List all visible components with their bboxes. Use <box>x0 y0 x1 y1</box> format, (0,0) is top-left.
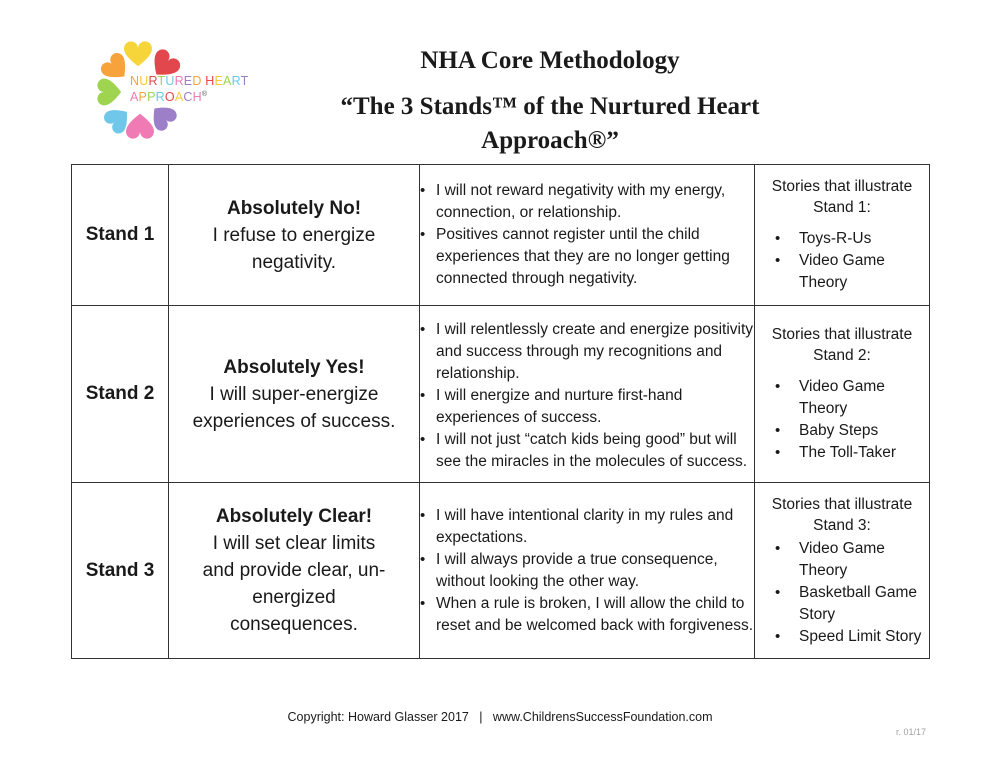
stand-stories <box>755 483 930 659</box>
stands-table <box>71 164 930 659</box>
table-row-stand-2 <box>72 306 930 483</box>
commitment-item: • I will have intentional clarity in my rules and expectations. <box>436 505 754 549</box>
story-item: • Baby Steps <box>799 420 929 442</box>
stand-summary-text: I refuse to energize negativity. <box>212 224 376 273</box>
stand-label: Stand 3 <box>72 483 169 659</box>
stories-title: Stories that illustrate Stand 2: <box>771 326 913 364</box>
stand-summary-text: I will super-energize experiences of success. <box>192 383 396 432</box>
table-row-stand-3 <box>72 483 930 659</box>
commitment-item: • When a rule is broken, I will allow the child to reset and be welcomed back with forgiveness. <box>436 593 754 637</box>
stand-summary-text: I will set clear limits and provide clear, un-energized consequences. <box>202 533 386 635</box>
commitment-item: • I will not just “catch kids being good” but will see the miracles in the molecules of success. <box>436 429 754 473</box>
stand-label: Stand 1 <box>72 165 169 306</box>
stand-label: Stand 2 <box>72 306 169 483</box>
stand-stories <box>755 165 930 306</box>
stand-headline: Absolutely No! <box>226 197 362 219</box>
stand-commitments <box>420 306 755 483</box>
stand-headline: Absolutely Clear! <box>215 506 373 527</box>
stand-summary <box>169 165 420 306</box>
title-block <box>270 44 830 158</box>
commitment-item: • I will energize and nurture first-hand experiences of success. <box>436 385 754 429</box>
commitment-item: • I will not reward negativity with my energy, connection, or relationship. <box>436 180 754 224</box>
stand-commitments <box>420 483 755 659</box>
stand-headline: Absolutely Yes! <box>223 356 365 378</box>
story-item: • Toys-R-Us <box>799 228 929 250</box>
stand-summary <box>169 306 420 483</box>
page-subtitle: “The 3 Stands™ of the Nurtured Heart Approach®” <box>340 93 760 154</box>
story-item: • The Toll-Taker <box>799 442 929 464</box>
logo-line-1: NURTURED HEART <box>130 74 249 88</box>
stand-commitments <box>420 165 755 306</box>
commitment-item: • I will relentlessly create and energize positivity and success through my recognitions and relationship. <box>436 319 754 385</box>
stand-summary <box>169 483 420 659</box>
story-item: • Video Game Theory <box>799 376 929 420</box>
stories-title: Stories that illustrate Stand 3: <box>771 495 913 534</box>
story-item: • Speed Limit Story <box>799 626 929 648</box>
page-title: NHA Core Methodology <box>420 47 680 74</box>
revision-label: r. 01/17 <box>895 727 926 737</box>
heart-yellow <box>124 41 152 66</box>
table-row-stand-1 <box>72 165 930 306</box>
story-item: • Video Game Theory <box>799 538 929 582</box>
copyright-footer: Copyright: Howard Glasser 2017 | www.ChildrensSuccessFoundation.com <box>287 710 713 724</box>
commitment-item: • Positives cannot register until the child experiences that they are no longer getting connected through negativity. <box>436 224 754 290</box>
stand-stories <box>755 306 930 483</box>
heart-pink <box>126 114 154 139</box>
logo-wordmark <box>130 74 248 104</box>
stories-title: Stories that illustrate Stand 1: <box>771 178 913 216</box>
heart-green <box>97 79 121 106</box>
story-item: • Basketball Game Story <box>799 582 929 626</box>
commitment-item: • I will always provide a true consequence, without looking the other way. <box>436 549 754 593</box>
logo-line-2: APPROACH® <box>130 90 208 105</box>
story-item: • Video Game Theory <box>799 250 929 294</box>
